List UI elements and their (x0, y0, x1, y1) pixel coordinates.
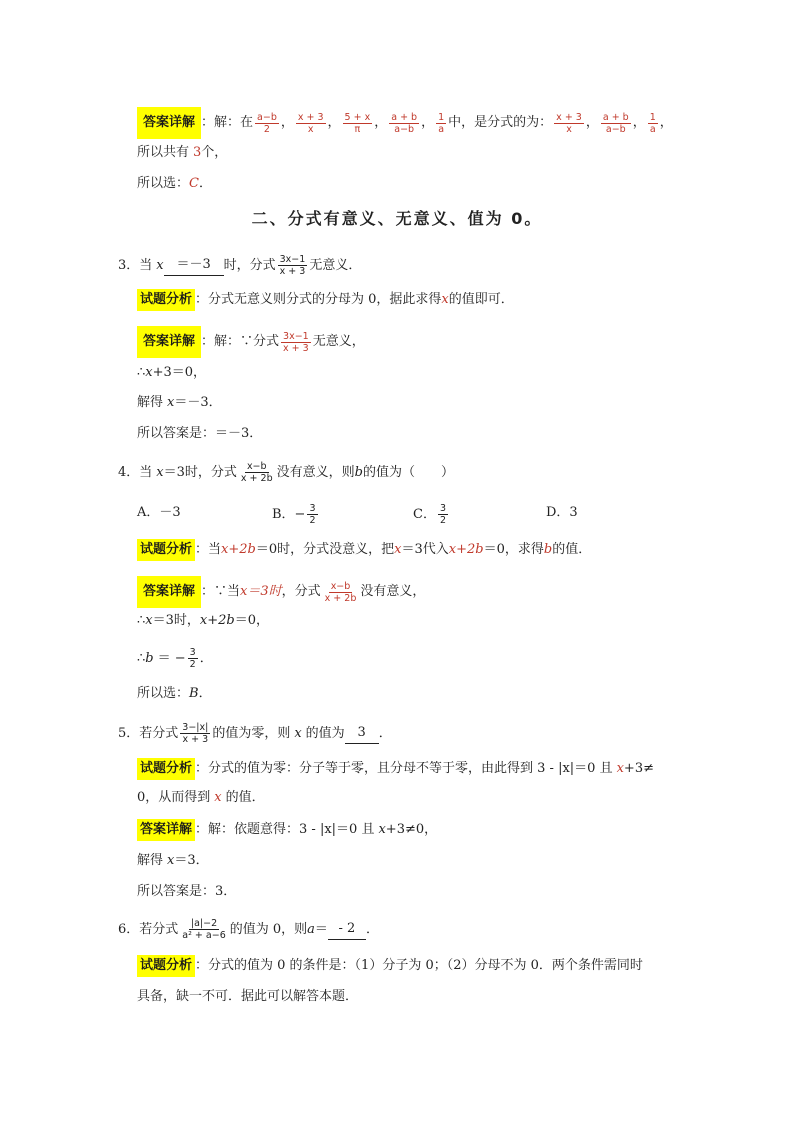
q4-analysis: 试题分析 ：当 x+2b ＝0时，分式没意义，把 x ＝3代入 x+2b ＝0，求得 b 的值． (137, 539, 591, 561)
analysis-label: 试题分析 (137, 758, 195, 780)
q3-step-1: ∴ x +3＝0， (137, 365, 207, 380)
fraction: $\frac{x + 3}{x}$ (297, 111, 324, 135)
answer-label: 答案详解 (137, 326, 201, 358)
q5-step-2: 所以答案是：3． (137, 884, 237, 899)
fraction: $\frac{x-b}{x + 2b}$ (240, 461, 273, 484)
fraction: $\frac{x + 3}{x}$ (556, 111, 582, 135)
fraction: $\frac{3-|x|}{x + 3}$ (182, 722, 209, 745)
answer-label: 答案详解 (137, 819, 195, 841)
q3-step-2: 解得 x ＝－3． (137, 395, 222, 410)
analysis-label: 试题分析 (137, 289, 195, 311)
q5-analysis-line-1: 试题分析 ：分式的值为零：分子等于零，且分母不等于零，由此得到 3 - |x|＝0 且 x +3≠ (137, 758, 654, 780)
q6-analysis-line-2: 具备，缺一不可．据此可以解答本题． (137, 989, 359, 1004)
answer-label: 答案详解 (137, 576, 201, 608)
q3-step-3: 所以答案是：＝－3． (137, 426, 263, 441)
question-5: 5．若分式 $\frac{3-|x|}{x + 3}$ 的值为零，则 x 的值为 3 ． (118, 722, 392, 745)
section-title: 二、分式有意义、无意义、值为 0。 (251, 209, 543, 228)
q4-step-3: 所以选： B ． (137, 686, 212, 701)
fraction: $\frac{3}{2}$ (189, 647, 196, 670)
fraction: $\frac{3}{2}$ (439, 503, 446, 526)
q5-answer: 答案详解 ：解：依题意得：3 - |x|＝0 且 x +3≠0， (137, 819, 437, 841)
answer-blank: 3 (345, 723, 379, 744)
analysis-label: 试题分析 (137, 955, 195, 977)
question-4: 4．当 x ＝3时，分式 $\frac{x-b}{x + 2b}$ 没有意义，则 b 的值为（ ） (118, 461, 454, 484)
q4-step-1: ∴ x ＝3时， x+2b ＝0， (137, 613, 270, 628)
fraction: $\frac{a-b}{2}$ (257, 111, 277, 135)
analysis-label: 试题分析 (137, 539, 195, 561)
top-line-3: 所以选： C ． (137, 176, 212, 191)
option-a: A．－3 (137, 505, 181, 520)
option-c: C． $\frac{3}{2}$ (413, 503, 446, 526)
q6-analysis-line-1: 试题分析 ：分式的值为 0 的条件是：（1）分子为 0；（2）分母不为 0．两个条件需同时 (137, 955, 643, 977)
q3-answer: 答案详解 ：解：∵分式 $\frac{3x-1}{x + 3}$ 无意义， (137, 326, 365, 358)
answer-blank: - 2 (328, 919, 366, 940)
option-b: B．− $\frac{3}{2}$ (272, 503, 316, 526)
text: ：解：在 (201, 115, 254, 130)
option-d: D．3 (546, 505, 578, 520)
fraction: $\frac{3x-1}{x + 3}$ (283, 330, 309, 354)
q4-step-2: ∴ b ＝ − $\frac{3}{2}$ ． (137, 647, 213, 670)
fraction: $\frac{a + b}{a-b}$ (602, 111, 629, 135)
text: 中，是分式的为： (448, 115, 553, 130)
fraction: $\frac{3}{2}$ (309, 503, 316, 526)
top-line-2: 所以共有 3 个， (137, 145, 228, 160)
question-3: 3．当 x ＝－3 时，分式 $\frac{3x-1}{x + 3}$ 无意义． (118, 254, 362, 277)
q4-answer: 答案详解 ：∵当 x＝3时 ，分式 $\frac{x-b}{x + 2b}$ 没有意义， (137, 576, 425, 608)
fraction: $\frac{1}{a}$ (438, 111, 445, 135)
top-answer-line: 答案详解 ：解：在 $\frac{a-b}{2}$ ， $\frac{x + 3}{x}$ ， $\frac{5 + x}{\pi}$ ， $\frac{a + b}{a-b}$ ， $\frac{1}{a}$ 中，是分式的为： $\frac{x + 3}{x}$ ， $\frac{a + b}{a-b}$ ， $\frac{1}{a}$ ， (137, 107, 673, 139)
fraction: $\frac{x-b}{x + 2b}$ (324, 580, 357, 604)
q5-step-1: 解得 x ＝3． (137, 853, 209, 868)
answer-blank: ＝－3 (164, 255, 224, 276)
q3-analysis: 试题分析 ：分式无意义则分式的分母为 0，据此求得 x 的值即可． (137, 289, 514, 311)
question-6: 6．若分式 $\frac{|a|-2}{\text{a² + a−6}}$ 的值为 0，则 a ＝ - 2 ． (118, 918, 379, 941)
fraction: $\frac{3x-1}{x + 3}$ (279, 254, 306, 277)
answer-label: 答案详解 (137, 107, 201, 139)
fraction: $\frac{|a|-2}{\text{a² + a−6}}$ (182, 918, 226, 941)
q5-analysis-line-2: 0，从而得到 x 的值． (137, 790, 265, 805)
fraction: $\frac{5 + x}{\pi}$ (344, 111, 371, 135)
fraction: $\frac{1}{a}$ (649, 111, 656, 135)
fraction: $\frac{a + b}{a-b}$ (391, 111, 418, 135)
